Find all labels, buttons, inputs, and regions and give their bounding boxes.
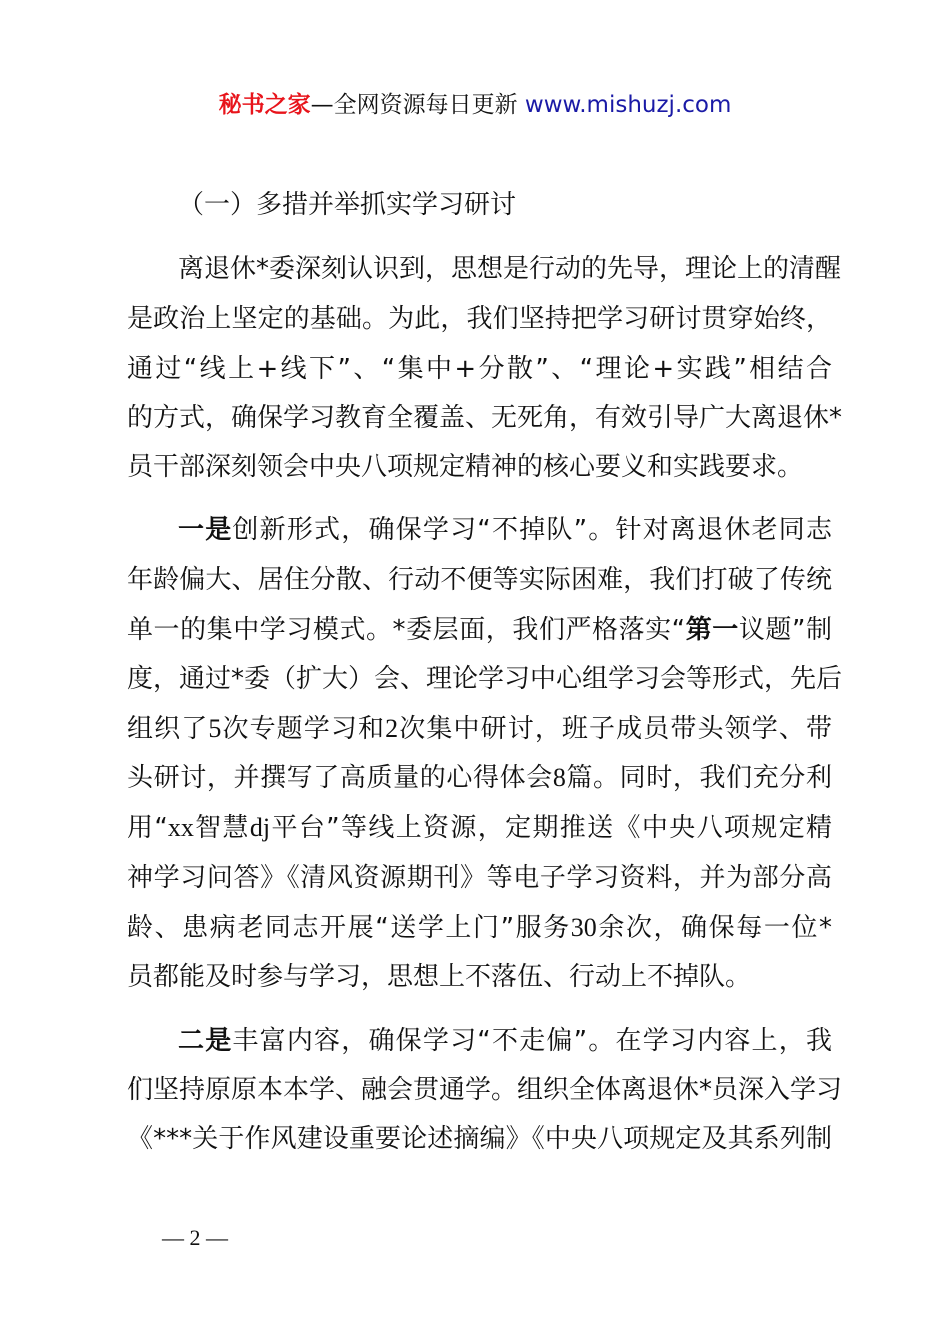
paragraph-line xyxy=(178,512,832,548)
section-title: （一）多措并举抓实学习研讨 xyxy=(178,190,517,220)
paragraph-line: 们坚持原原本本学、融会贯通学。组织全体离退休*员深入学习 xyxy=(127,1075,843,1105)
site-header xyxy=(0,88,950,122)
page-number: — 2 — xyxy=(162,1225,228,1250)
paragraph-text: 余次，确保每一位* xyxy=(596,913,832,943)
paragraph-text: 龄、患病老同志开展“送学上门”服务 xyxy=(127,913,571,943)
paragraph-text: 创新形式，确保学习“不掉队”。针对离退休老同志 xyxy=(232,515,832,545)
paragraph-text: 篇。同时，我们充分利 xyxy=(565,763,832,793)
paragraph-line: 通过“线上+线下”、“集中+分散”、“理论+实践”相结合 xyxy=(127,354,832,384)
paragraph-text: 次集中研讨，班子成员带头领学、带 xyxy=(398,714,832,744)
latin-text: xx xyxy=(167,813,194,842)
paragraph-lead: 一是 xyxy=(178,515,233,545)
site-brand: 秘书之家 xyxy=(218,92,311,118)
paragraph-line: 度，通过*委（扩大）会、理论学习中心组学习会等形式，先后 xyxy=(127,664,843,694)
paragraph-line: 的方式，确保学习教育全覆盖、无死角，有效引导广大离退休* xyxy=(127,403,843,433)
paragraph-text: 单一的集中学习模式。*委层面，我们严格落实“ xyxy=(127,615,686,645)
paragraph-line xyxy=(127,612,832,648)
count-number: 2 xyxy=(385,714,399,743)
paragraph-text: 平台”等线上资源，定期推送《中央八项规定精 xyxy=(270,813,832,843)
paragraph-text: 组织了 xyxy=(127,714,209,744)
paragraph-line: 是政治上坚定的基础。为此，我们坚持把学习研讨贯穿始终， xyxy=(127,304,832,334)
paragraph-line xyxy=(127,760,832,796)
site-tagline: —全网资源每日更新 xyxy=(310,92,525,118)
paragraph-lead: 二是 xyxy=(178,1026,233,1056)
paragraph-line: 年龄偏大、居住分散、行动不便等实际困难，我们打破了传统 xyxy=(127,565,832,595)
paragraph-line xyxy=(127,910,832,946)
bold-text: 第一 xyxy=(685,615,739,645)
paragraph-text: 智慧 xyxy=(193,813,250,843)
paragraph-line xyxy=(127,810,832,846)
latin-text: dj xyxy=(249,813,271,842)
paragraph-line xyxy=(127,711,832,747)
paragraph-text: 次专题学习和 xyxy=(221,714,386,744)
paragraph-line: 员都能及时参与学习，思想上不落伍、行动上不掉队。 xyxy=(127,962,752,992)
paragraph-line: 《***关于作风建设重要论述摘编》《中央八项规定及其系列制 xyxy=(127,1124,832,1154)
count-number: 30 xyxy=(570,913,597,942)
paragraph-text: 丰富内容，确保学习“不走偏”。在学习内容上，我 xyxy=(232,1026,832,1056)
count-number: 8 xyxy=(552,763,566,792)
paragraph-text: 用“ xyxy=(127,813,168,843)
paragraph-line: 员干部深刻领会中央八项规定精神的核心要义和实践要求。 xyxy=(127,452,804,482)
paragraph-line xyxy=(178,1023,832,1059)
count-number: 5 xyxy=(208,714,222,743)
paragraph-text: 头研讨，并撰写了高质量的心得体会 xyxy=(127,763,553,793)
paragraph-line: 神学习问答》《清风资源期刊》等电子学习资料，并为部分高 xyxy=(127,863,832,893)
paragraph-text: 议题”制 xyxy=(738,615,832,645)
site-url[interactable]: www.mishuzj.com xyxy=(524,92,732,118)
paragraph-line: 离退休*委深刻认识到，思想是行动的先导，理论上的清醒 xyxy=(178,254,842,284)
